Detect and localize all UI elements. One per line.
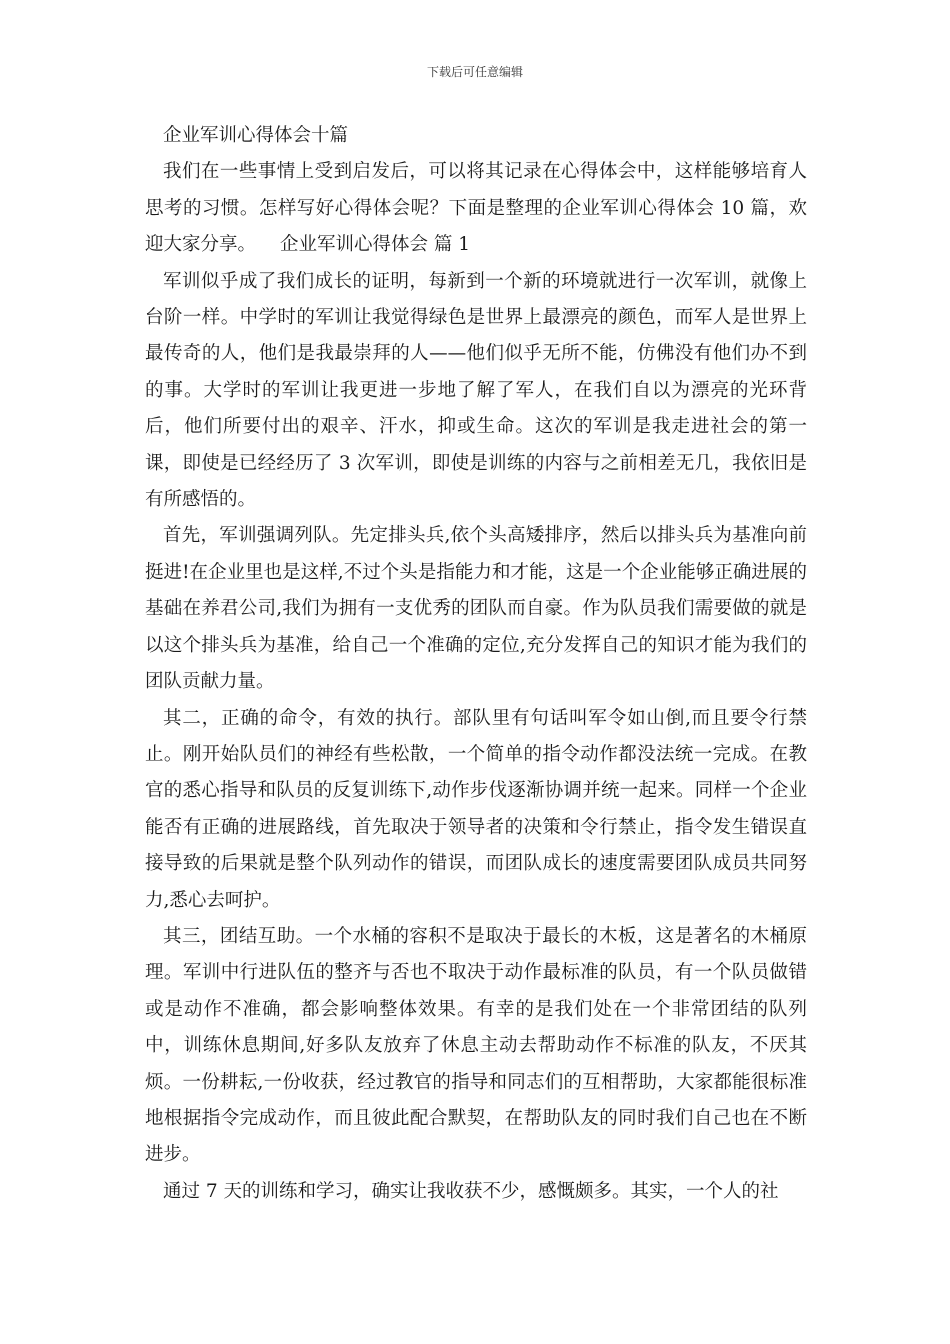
document-title: 企业军训心得体会十篇 xyxy=(163,125,349,146)
paragraph-5: 通过 7 天的训练和学习，确实让我收获不少，感慨颇多。其实，一个人的社 xyxy=(163,1180,779,1202)
document-body xyxy=(145,118,807,1210)
page-header: 下载后可任意编辑 xyxy=(426,65,523,79)
paragraph-4: 其三，团结互助。一个水桶的容积不是取决于最长的木板，这是著名的木桶原理。军训中行进队伍的整齐与否也不取决于动作最标准的队员，有一个队员做错或是动作不准确，都会影响整体效果。有幸的是我们处在一个非常团结的队列中，训练休息期间,好多队友放弃了休息主动去帮助动作不标准的队友，不厌其烦。一份耕耘,一份收获，经过教官的指导和同志们的互相帮助，大家都能很标准地根据指令完成动作，而且彼此配合默契，在帮助队友的同时我们自己也在不断进步。 xyxy=(145,925,807,1166)
paragraph-1: 军训似乎成了我们成长的证明，每新到一个新的环境就进行一次军训，就像上台阶一样。中学时的军训让我觉得绿色是世界上最漂亮的颜色，而军人是世界上最传奇的人，他们是我最崇拜的人——他们似乎无所不能，仿佛没有他们办不到的事。大学时的军训让我更进一步地了解了军人，在我们自以为漂亮的光环背后，他们所要付出的艰辛、汗水，抑或生命。这次的军训是我走进社会的第一课，即使是已经经历了 3 次军训，即使是训练的内容与之前相差无几，我依旧是有所感悟的。 xyxy=(145,270,807,511)
intro-paragraph xyxy=(145,154,807,263)
paragraph-2: 首先，军训强调列队。先定排头兵,依个头高矮排序，然后以排头兵为基准向前挺进!在企业里也是这样,不过个头是指能力和才能，这是一个企业能够正确进展的基础在养君公司,我们为拥有一支优秀的团队而自豪。作为队员我们需要做的就是以这个排头兵为基准，给自己一个准确的定位,充分发挥自己的知识才能为我们的团队贡献力量。 xyxy=(145,525,807,693)
paragraph-3: 其二，正确的命令，有效的执行。部队里有句话叫军令如山倒,而且要令行禁止。刚开始队员们的神经有些松散，一个简单的指令动作都没法统一完成。在教官的悉心指导和队员的反复训练下,动作步伐逐渐协调并统一起来。同样一个企业能否有正确的进展路线，首先取决于领导者的决策和令行禁止，指令发生错误直接导致的后果就是整个队列动作的错误，而团队成长的速度需要团队成员共同努力,悉心去呵护。 xyxy=(145,707,807,911)
intro-text: 我们在一些事情上受到启发后，可以将其记录在心得体会中，这样能够培育人思考的习惯。怎样写好心得体会呢？下面是整理的企业军训心得体会 10 篇，欢迎大家分享。 xyxy=(145,161,807,256)
section-heading: 企业军训心得体会 篇 1 xyxy=(280,234,471,256)
